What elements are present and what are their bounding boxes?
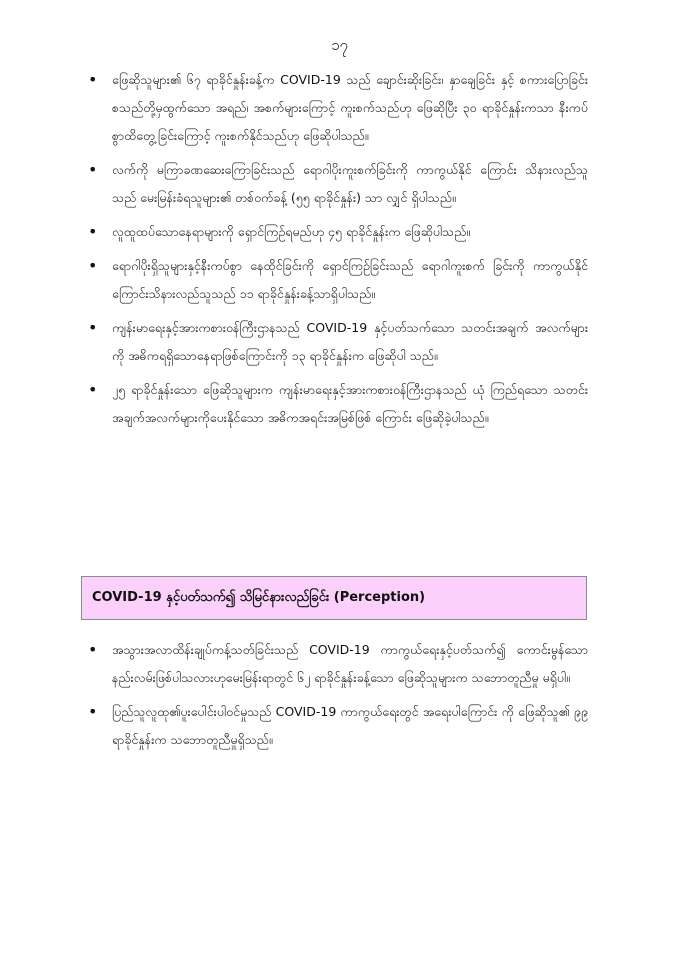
list-item: • လူထူထပ်သောနေရာများကို ရှောင်ကြဉ်ရမည်ဟု ၄၅ ရာခိုင်နှုန်းက ဖြေဆိုပါသည်။ xyxy=(88,218,588,246)
list-item: • ဖြေဆိုသူများ၏ ၆၇ ရာခိုင်နှုန်းခန့်က COVID-19 သည် ချောင်းဆိုးခြင်း၊ နှာချေခြင်း နှင့် စကားပြောခြင်းစသည်တို့မှထွက်သော အရည်၊ အစက်များကြောင့် ကူးစက်သည်ဟု ဖြေဆိုပြီး ၃၀ ရာခိုင်နှုန်းကသာ နီးကပ်စွာထိတွေ့ခြင်းကြောင့် ကူးစက်နိုင်သည်ဟု ဖြေဆိုပါသည်။ xyxy=(88,66,588,150)
list-item: • ရောဂါပိုးရှိသူများနှင့်နီးကပ်စွာ နေထိုင်ခြင်းကို ရှောင်ကြဉ်ခြင်းသည် ရောဂါကူးစက် ခြင်းကို ကာကွယ်နိုင်ကြောင်းသိနားလည်သူသည် ၁၁ ရာခိုင်နှုန်းခန့်သာရှိပါသည်။ xyxy=(88,252,588,308)
page-number: ၁၇ xyxy=(331,36,348,54)
list-item: • လက်ကို မကြာခဏဆေးကြောခြင်းသည် ရောဂါပိုးကူးစက်ခြင်းကို ကာကွယ်နိုင် ကြောင်း သိနားလည်သူသည် မေးမြန်းခံရသူများ၏ တစ်ဝက်ခန့် (၅၅ ရာခိုင်နှုန်း) သာ လျှင် ရှိပါသည်။ xyxy=(88,156,588,212)
list-item: • အသွားအလာထိန်းချုပ်ကန့်သတ်ခြင်းသည် COVID-19 ကာကွယ်ရေးနှင့်ပတ်သက်၍ ကောင်းမွန်သော နည်းလမ်းဖြစ်ပါသလားဟုမေးမြန်းရာတွင် ၆၂ ရာခိုင်နှုန်းခန့်သော ဖြေဆိုသူများက သဘောတူညီမှု မရှိပါ။ xyxy=(88,636,588,692)
section-heading-perception xyxy=(81,576,587,620)
section-title: COVID-19 နှင့်ပတ်သက်၍ သိမြင်နားလည်ခြင်း (Perception) xyxy=(92,589,426,605)
bullet-list-perception xyxy=(88,636,588,760)
list-item: • ၂၅ ရာခိုင်နှုန်းသော ဖြေဆိုသူများက ကျန်းမာရေးနှင့်အားကစားဝန်ကြီးဌာနသည် ယုံ ကြည်ရသော သတင်းအချက်အလက်များကိုပေးနိုင်သော အဓိကအရင်းအမြစ်ဖြစ် ကြောင်း ဖြေဆိုခဲ့ပါသည်။ xyxy=(88,376,588,432)
list-item: • ပြည်သူလူထု၏ပူးပေါင်းပါဝင်မှုသည် COVID-19 ကာကွယ်ရေးတွင် အရေးပါကြောင်း ကို ဖြေဆိုသူ၏ ၉၉ ရာခိုင်နှုန်းက သဘောတူညီမှုရှိသည်။ xyxy=(88,698,588,754)
bullet-list-knowledge xyxy=(88,66,588,438)
list-item: • ကျန်းမာရေးနှင့်အားကစားဝန်ကြီးဌာနသည် COVID-19 နှင့်ပတ်သက်သော သတင်းအချက် အလက်များကို အဓိကရရှိသောနေရာဖြစ်ကြောင်းကို ၁၃ ရာခိုင်နှုန်းက ဖြေဆိုပါ သည်။ xyxy=(88,314,588,370)
